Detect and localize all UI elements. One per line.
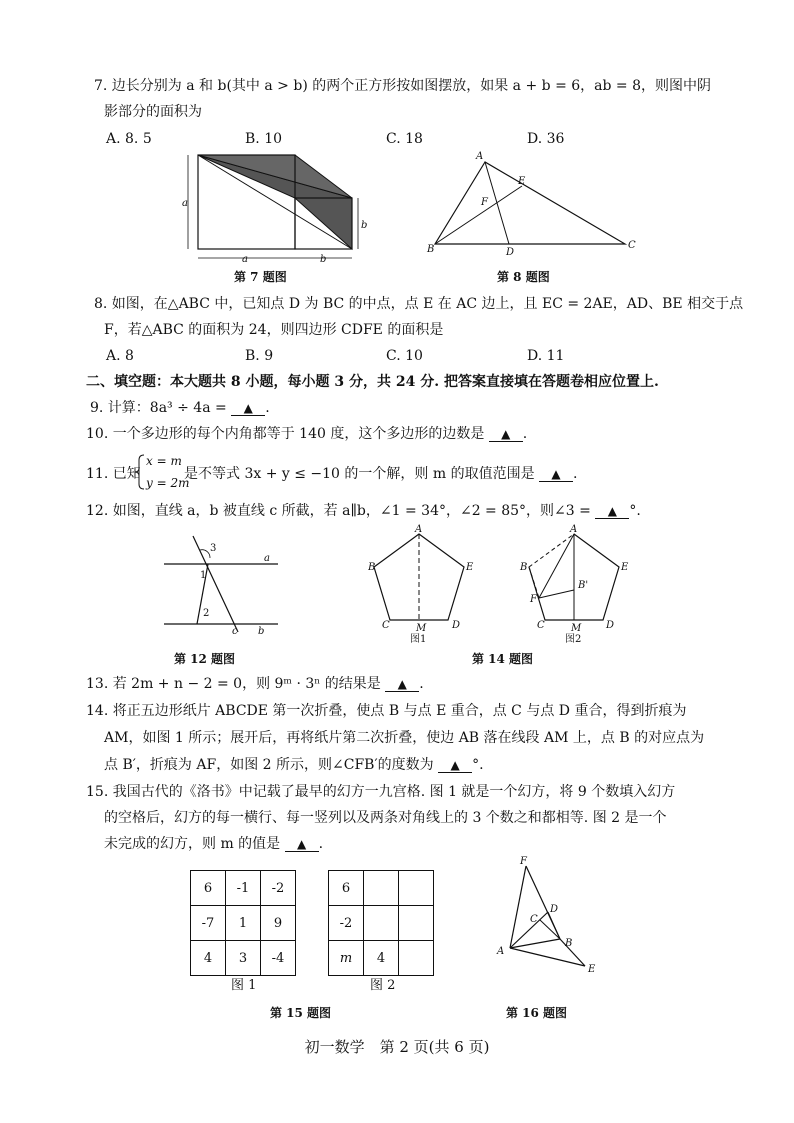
q9-answer-blank[interactable]: ▲	[231, 401, 265, 416]
svg-text:1: 1	[200, 570, 207, 581]
q14-answer-blank[interactable]: ▲	[438, 758, 472, 773]
q8-option-d: D. 11	[527, 348, 565, 364]
q11-prefix: 11. 已知	[86, 466, 141, 482]
q11-eq2: y = 2m	[146, 476, 190, 490]
q10-answer-blank[interactable]: ▲	[489, 427, 523, 442]
q14-line3: 点 B′，折痕为 AF，如图 2 所示，则∠CFB′的度数为 ▲ °.	[104, 757, 484, 773]
svg-text:E: E	[466, 562, 474, 573]
svg-text:D: D	[452, 620, 461, 631]
q9-text: 9. 计算：8a³ ÷ 4a =	[90, 400, 227, 416]
q15-line2: 的空格后，幻方的每一横行、每一竖列以及两条对角线上的 3 个数之和都相等. 图 2 是一个	[104, 810, 667, 826]
q10: 10. 一个多边形的每个内角都等于 140 度，这个多边形的边数是 ▲ .	[86, 426, 528, 442]
q7-option-c: C. 18	[386, 131, 423, 147]
q13-answer-blank[interactable]: ▲	[385, 677, 419, 692]
svg-text:图2: 图2	[565, 634, 582, 644]
magic-square-2: 6 -2 m 4	[328, 870, 434, 976]
svg-text:c: c	[232, 626, 238, 637]
q15-answer-blank[interactable]: ▲	[285, 837, 319, 852]
q15-line1: 15. 我国古代的《洛书》中记载了最早的幻方一九宫格. 图 1 就是一个幻方，将 9 个数填入幻方	[86, 784, 676, 800]
q13: 13. 若 2m + n − 2 = 0，则 9ᵐ · 3ⁿ 的结果是 ▲ .	[86, 676, 424, 692]
magic2-caption: 图 2	[370, 978, 396, 993]
svg-text:E: E	[518, 176, 526, 187]
q7-line1: 7. 边长分别为 a 和 b(其中 a > b) 的两个正方形按如图摆放，如果 a + b = 6，ab = 8，则图中阴	[94, 78, 712, 94]
brace-icon	[134, 454, 146, 490]
fig14-caption: 第 14 题图	[472, 652, 534, 666]
figure-16	[490, 854, 605, 980]
q8-line1: 8. 如图，在△ABC 中，已知点 D 为 BC 的中点，点 E 在 AC 边上，且 EC = 2AE，AD、BE 相交于点	[94, 296, 744, 312]
svg-text:E: E	[621, 562, 629, 573]
q14-line2: AM，如图 1 所示；展开后，再将纸片第二次折叠，使边 AB 落在线段 AM 上，点 B 的对应点为	[104, 730, 705, 746]
svg-text:C: C	[530, 914, 538, 925]
q13-text: 13. 若 2m + n − 2 = 0，则 9ᵐ · 3ⁿ 的结果是	[86, 676, 381, 692]
svg-text:C: C	[628, 240, 636, 251]
fig12-caption: 第 12 题图	[174, 652, 236, 666]
svg-text:b: b	[361, 220, 368, 231]
svg-text:b: b	[320, 254, 327, 265]
svg-text:a: a	[242, 254, 248, 265]
figure-14-1	[368, 524, 478, 644]
svg-text:F: F	[530, 594, 537, 605]
svg-text:D: D	[550, 904, 559, 915]
q7-option-a: A. 8. 5	[106, 131, 152, 147]
svg-text:D: D	[606, 620, 615, 631]
magic1-caption: 图 1	[231, 978, 257, 993]
svg-text:a: a	[182, 198, 188, 209]
q11-text: 是不等式 3x + y ≤ −10 的一个解，则 m 的取值范围是	[184, 466, 535, 482]
magic-square-1: 6 -1 -2 -7 1 9 4 3 -4	[190, 870, 296, 976]
q10-text: 10. 一个多边形的每个内角都等于 140 度，这个多边形的边数是	[86, 426, 485, 442]
figure-12	[160, 528, 285, 640]
fig7-caption: 第 7 题图	[234, 270, 287, 284]
svg-text:F: F	[481, 197, 488, 208]
figure-14-2	[516, 524, 631, 644]
q9: 9. 计算：8a³ ÷ 4a = ▲ .	[90, 400, 270, 416]
q8-line2: F，若△ABC 的面积为 24，则四边形 CDFE 的面积是	[104, 322, 444, 338]
q11-answer-blank[interactable]: ▲	[539, 467, 573, 482]
svg-text:B: B	[368, 562, 376, 573]
fig16-caption: 第 16 题图	[506, 1006, 568, 1020]
svg-text:B: B	[520, 562, 528, 573]
figure-7	[180, 150, 370, 268]
svg-text:C: C	[537, 620, 545, 631]
q7-option-d: D. 36	[527, 131, 565, 147]
page-footer: 初一数学 第 2 页(共 6 页)	[304, 1038, 490, 1056]
svg-text:M: M	[571, 623, 582, 634]
svg-text:2: 2	[203, 608, 210, 619]
svg-text:b: b	[258, 626, 265, 637]
svg-text:F: F	[520, 856, 527, 867]
svg-text:a: a	[264, 553, 270, 564]
q12: 12. 如图，直线 a，b 被直线 c 所截，若 a∥b，∠1 = 34°，∠2 = 85°，则∠3 = ▲ °.	[86, 503, 641, 519]
svg-text:A: A	[415, 524, 423, 535]
q8-option-a: A. 8	[106, 348, 134, 364]
q8-option-b: B. 9	[245, 348, 274, 364]
section-2-heading: 二、填空题：本大题共 8 小题，每小题 3 分，共 24 分. 把答案直接填在答题卷相应位置上.	[86, 374, 659, 390]
svg-text:A: A	[497, 946, 505, 957]
fig8-caption: 第 8 题图	[497, 270, 550, 284]
svg-text:A: A	[570, 524, 578, 535]
svg-text:M: M	[416, 623, 427, 634]
svg-text:3: 3	[210, 543, 217, 554]
q12-answer-blank[interactable]: ▲	[595, 504, 629, 519]
svg-text:B': B'	[578, 580, 589, 591]
svg-text:A: A	[476, 151, 484, 162]
svg-text:B: B	[565, 938, 573, 949]
q11-eq1: x = m	[146, 454, 182, 468]
svg-text:E: E	[588, 964, 596, 975]
svg-text:D: D	[506, 247, 515, 258]
svg-text:图1: 图1	[410, 634, 427, 644]
svg-text:C: C	[382, 620, 390, 631]
svg-text:B: B	[427, 244, 435, 255]
q7-line2: 影部分的面积为	[104, 104, 202, 120]
q7-option-b: B. 10	[245, 131, 283, 147]
q11: 是不等式 3x + y ≤ −10 的一个解，则 m 的取值范围是 ▲ .	[184, 466, 578, 482]
q14-line1: 14. 将正五边形纸片 ABCDE 第一次折叠，使点 B 与点 E 重合，点 C 与点 D 重合，得到折痕为	[86, 703, 687, 719]
fig15-caption: 第 15 题图	[270, 1006, 332, 1020]
figure-8	[425, 148, 640, 258]
q8-option-c: C. 10	[386, 348, 423, 364]
q12-text: 12. 如图，直线 a，b 被直线 c 所截，若 a∥b，∠1 = 34°，∠2 = 85°，则∠3 =	[86, 503, 591, 519]
q15-line3: 未完成的幻方，则 m 的值是 ▲ .	[104, 836, 324, 852]
